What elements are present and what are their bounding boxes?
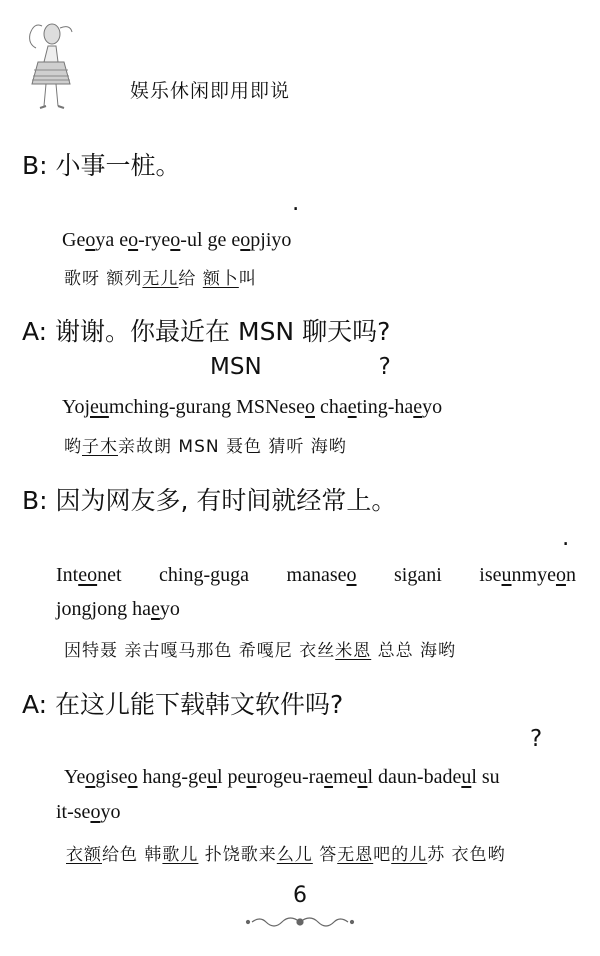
speaker-label: A: <box>22 317 48 346</box>
pronunciation-line: 歌呀 额列无儿给 额卜叫 <box>64 269 257 289</box>
romanization-line: Yojeumching-gurang MSNeseo chaeting-haeyo <box>62 396 443 418</box>
chinese-sentence: 谢谢。你最近在 MSN 聊天吗? <box>55 317 391 346</box>
pronunciation-line: 因特聂 亲古嘎马那色 希嘎尼 衣丝米恩 总总 海哟 <box>64 641 457 661</box>
dialogue-line-2 <box>22 312 390 348</box>
page-number: 6 <box>293 883 307 908</box>
romanization-line: Inteonet ching-guga manaseo sigani iseunmyeon <box>56 564 576 586</box>
korean-sentence: ? <box>530 726 543 752</box>
romanization-line-cont: jongjong haeyo <box>56 598 180 620</box>
chinese-sentence: 小事一桩。 <box>55 151 181 180</box>
dialogue-line-4 <box>22 685 343 721</box>
girl-figure-icon <box>24 20 84 112</box>
pronunciation-line: 衣额给色 韩歌儿 扑饶歌来么儿 答无恩吧的儿苏 衣色哟 <box>66 845 506 865</box>
korean-sentence: MSN ? <box>210 354 391 380</box>
romanization-line-cont: it-seoyo <box>56 801 121 823</box>
pronunciation-line: 哟子木亲故朗 MSN 聂色 猜听 海哟 <box>64 437 347 457</box>
korean-sentence: . <box>562 525 570 551</box>
romanization-line: Geoya eo-ryeo-ul ge eopjiyo <box>62 229 292 251</box>
speaker-label: B: <box>22 486 48 515</box>
speaker-label: B: <box>22 151 48 180</box>
header-illustration <box>24 20 84 116</box>
ornament-icon <box>240 912 360 936</box>
header-title: 娱乐休闲即用即说 <box>130 80 291 102</box>
korean-sentence: . <box>292 190 300 216</box>
romanization-line: Yeogiseo hang-geul peurogeu-raemeul daun-badeul su <box>64 766 500 788</box>
dialogue-line-1 <box>22 146 181 182</box>
chinese-sentence: 因为网友多, 有时间就经常上。 <box>55 486 397 515</box>
speaker-label: A: <box>22 690 48 719</box>
chinese-sentence: 在这儿能下载韩文软件吗? <box>55 690 344 719</box>
dialogue-line-3 <box>22 481 396 517</box>
